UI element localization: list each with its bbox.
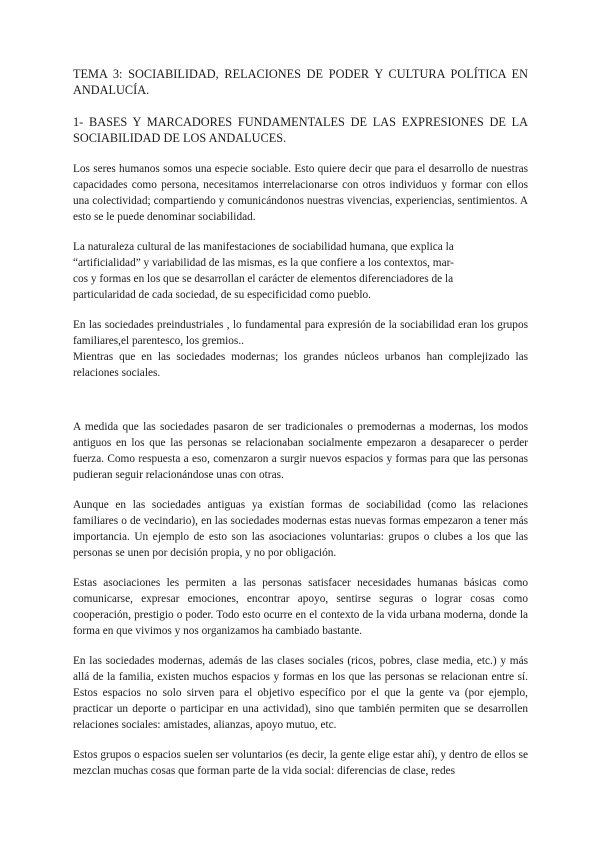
paragraph-modern-societies: Mientras que en las sociedades modernas; los grandes núcleos urbanos han complejizado las relaciones sociales. — [73, 351, 528, 379]
paragraph-line: cos y formas en los que se desarrollan el carácter de elementos diferenciadores de la — [73, 273, 454, 285]
document-title: TEMA 3: SOCIABILIDAD, RELACIONES DE PODER Y CULTURA POLÍTICA EN ANDALUCÍA. — [73, 67, 528, 97]
paragraph-preindustrial: En las sociedades preindustriales , lo fundamental para expresión de la sociabilidad eran los grupos familiares,el parentesco, los gremios.. — [73, 319, 528, 347]
paragraph-line: “artificialidad” y variabilidad de las mismas, es la que confiere a los contextos, mar- — [73, 257, 454, 269]
paragraph-human-needs: Estas asociaciones les permiten a las personas satisfacer necesidades humanas básicas como comunicarse, expresar emociones, encontrar apoyo, sentirse seguras o lograr cosas como cooperación, prestigio o poder. Todo esto ocurre en el contexto de la vida urbana moderna, donde la forma en que vivimos y nos organizamos ha cambiado bastante. — [73, 577, 528, 637]
paragraph-transition: A medida que las sociedades pasaron de ser tradicionales o premodernas a modernas, los modos antiguos en los que las personas se relacionaban socialmente empezaron a desaparecer o perder fuerza. Como respuesta a eso, comenzaron a surgir nuevos espacios y formas para que las personas pudieran seguir relacionándose unas con otras. — [73, 421, 528, 481]
paragraph-line: particularidad de cada sociedad, de su especificidad como pueblo. — [73, 289, 371, 301]
paragraph-cultural-nature — [73, 239, 528, 303]
paragraph-line: La naturaleza cultural de las manifestaciones de sociabilidad humana, que explica la — [73, 241, 454, 253]
paragraph-intro: Los seres humanos somos una especie sociable. Esto quiere decir que para el desarrollo de nuestras capacidades como persona, necesitamos interrelacionarse con otros individuos y formar con ellos una colectividad; compartiendo y comunicándonos nuestras vivencias, experiencias, sentimientos. A esto se le puede denominar sociabilidad. — [73, 163, 528, 223]
section-heading: 1- BASES Y MARCADORES FUNDAMENTALES DE LAS EXPRESIONES DE LA SOCIABILIDAD DE LOS ANDALUCES. — [73, 115, 528, 145]
document-page — [73, 66, 528, 793]
paragraph-voluntary-associations: Aunque en las sociedades antiguas ya existían formas de sociabilidad (como las relaciones familiares o de vecindario), en las sociedades modernas estas nuevas formas empezaron a tener más importancia. Un ejemplo de esto son las asociaciones voluntarias: grupos o clubes a los que las personas se unen por decisión propia, y no por obligación. — [73, 499, 528, 559]
paragraph-voluntary-groups: Estos grupos o espacios suelen ser voluntarios (es decir, la gente elige estar ahí), y dentro de ellos se mezclan muchas cosas que forman parte de la vida social: diferencias de clase, redes — [73, 749, 528, 777]
paragraph-social-spaces: En las sociedades modernas, además de las clases sociales (ricos, pobres, clase media, etc.) y más allá de la familia, existen muchos espacios y formas en los que las personas se relacionan entre sí. Estos espacios no solo sirven para el objetivo específico por el que la gente va (por ejemplo, practicar un deporte o participar en una actividad), sino que también permiten que se desarrollen relaciones sociales: amistades, alianzas, apoyo mutuo, etc. — [73, 655, 528, 731]
